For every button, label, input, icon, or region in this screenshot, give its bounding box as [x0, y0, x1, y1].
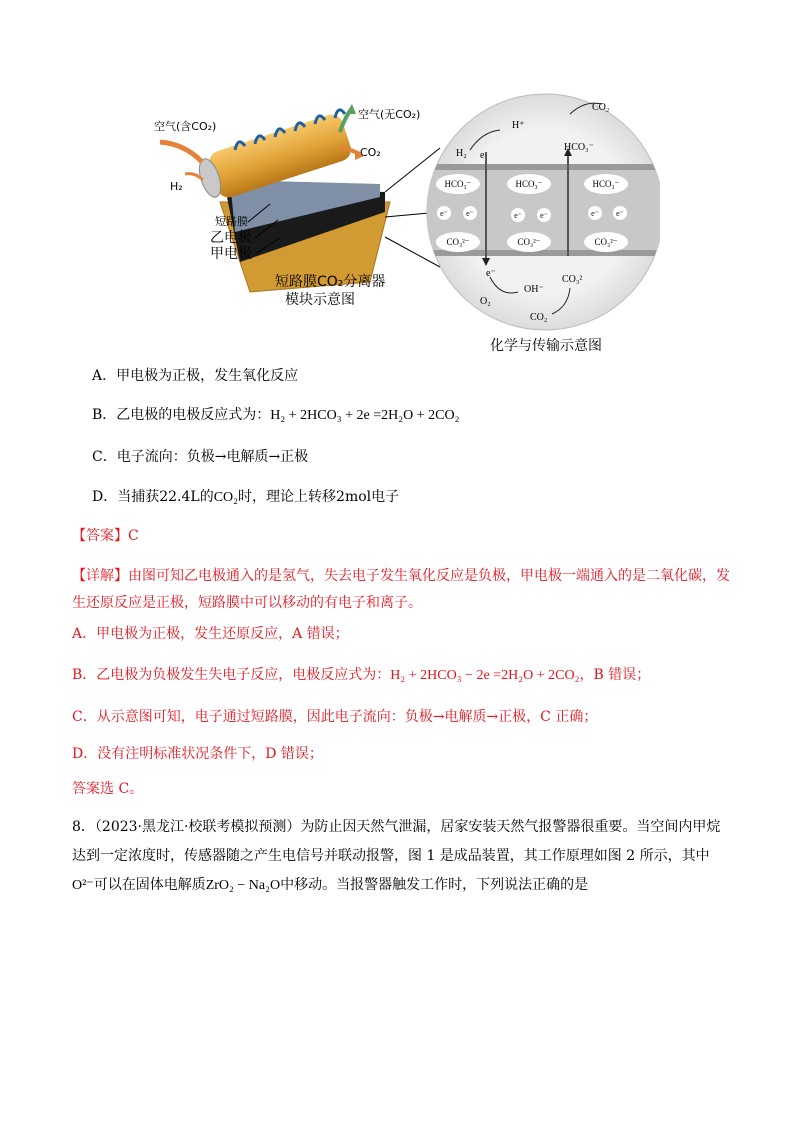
figure-svg — [140, 92, 660, 362]
label-electrode-a: 甲电极 — [210, 246, 252, 262]
svg-text:HCO₃⁻: HCO₃⁻ — [592, 179, 620, 189]
label-h-plus: H⁺ — [512, 120, 525, 131]
label-co2-out: CO₂ — [360, 146, 381, 159]
label-air-out: 空气(无CO₂) — [358, 108, 421, 121]
option-d-co2: CO₂ — [213, 490, 239, 505]
explain-a: A．甲电极为正极，发生还原反应，A 错误； — [72, 626, 349, 642]
option-b — [92, 405, 459, 426]
explain-label: 【详解】 — [72, 568, 128, 584]
q8-end: 中移动。当报警器触发工作时，下列说法正确的是 — [280, 877, 589, 893]
label-h2-in: H₂ — [170, 180, 183, 193]
figure — [140, 92, 660, 362]
option-b-formula: H₂ + 2HCO₃ + 2e =2H₂O + 2CO₂ — [270, 408, 460, 423]
top-electrode-edge — [420, 164, 660, 170]
caption-left-1: 短路膜CO₂分离器 — [275, 274, 386, 290]
explain-c: C．从示意图可知，电子通过短路膜，因此电子流向：负极→电解质→正极，C 正确； — [72, 709, 598, 725]
label-hco3-top: HCO₃⁻ — [564, 142, 594, 153]
label-electrode-b: 乙电极 — [210, 230, 252, 246]
svg-text:HCO₃⁻: HCO₃⁻ — [515, 179, 543, 189]
answer-value: C — [128, 528, 139, 544]
svg-text:e⁻: e⁻ — [616, 209, 624, 218]
label-e-top: e — [480, 150, 485, 161]
air-out-arrowhead — [346, 104, 356, 114]
explain-text: 由图可知乙电极通入的是氢气，失去电子发生氧化反应是负极，甲电极一端通入的是二氧化碳，发生还原反应是正极，短路膜中可以移动的有电子和离子。 — [72, 568, 730, 611]
option-a: A．甲电极为正极，发生氧化反应 — [92, 368, 299, 384]
explain-b-suffix: ，B 错误； — [579, 667, 651, 683]
explain-paragraph — [72, 563, 732, 617]
option-d-prefix: D．当捕获22.4L的 — [92, 489, 214, 505]
answer-label: 【答案】 — [72, 528, 128, 544]
svg-text:CO₃²⁻: CO₃²⁻ — [594, 237, 618, 247]
answer-line — [72, 523, 732, 550]
option-c: C．电子流向：负极→电解质→正极 — [92, 449, 309, 465]
option-b-prefix: B．乙电极的电极反应式为： — [92, 407, 271, 423]
svg-text:e⁻: e⁻ — [466, 209, 474, 218]
option-d-suffix: 时，理论上转移2mol电子 — [238, 489, 400, 505]
air-in-arrow — [160, 142, 202, 162]
q8-line3 — [72, 872, 732, 899]
q8-line1: 8．（2023·黑龙江·校联考模拟预测）为防止因天然气泄漏，居家安装天然气报警器很重要。当空间内甲烷 — [72, 819, 721, 835]
label-co2-bottom: CO₂ — [530, 312, 548, 323]
explain-b — [72, 662, 732, 689]
svg-text:CO₃²⁻: CO₃²⁻ — [446, 237, 470, 247]
label-h2: H₂ — [456, 148, 467, 159]
explain-final: 答案选 C。 — [72, 781, 144, 797]
svg-text:e⁻: e⁻ — [591, 209, 599, 218]
label-oh: OH⁻ — [524, 284, 544, 295]
caption-left-2: 模块示意图 — [285, 292, 355, 308]
label-co3-bottom: CO₃² — [562, 274, 583, 285]
svg-text:e⁻: e⁻ — [540, 211, 548, 220]
svg-text:e⁻: e⁻ — [440, 209, 448, 218]
explain-b-prefix: B．乙电极为负极发生失电子反应，电极反应式为： — [72, 667, 391, 683]
option-d — [92, 487, 399, 508]
q8-formula: ZrO₂ − Na₂O — [205, 878, 281, 893]
label-e-bottom: e⁻ — [486, 268, 496, 279]
explain-b-formula: H₂ + 2HCO₃ − 2e =2H₂O + 2CO₂ — [390, 668, 580, 683]
label-co2-top: CO₂ — [592, 102, 610, 113]
label-membrane: 短路膜 — [215, 215, 248, 228]
caption-right: 化学与传输示意图 — [490, 338, 602, 354]
q8-mid: 可以在固体电解质 — [93, 877, 206, 893]
label-air-in: 空气(含CO₂) — [154, 120, 217, 133]
label-o2: O₂ — [480, 296, 491, 307]
explain-d: D．没有注明标准状况条件下，D 错误； — [72, 746, 323, 762]
svg-text:HCO₃⁻: HCO₃⁻ — [444, 179, 472, 189]
q8-line2: 达到一定浓度时，传感器随之产生电信号并联动报警，图 1 是成品装置，其工作原理如图 2 所示，其中 — [72, 848, 710, 864]
q8-ion: O²⁻ — [72, 878, 94, 893]
svg-text:e⁻: e⁻ — [514, 211, 522, 220]
svg-text:CO₃²⁻: CO₃²⁻ — [517, 237, 541, 247]
